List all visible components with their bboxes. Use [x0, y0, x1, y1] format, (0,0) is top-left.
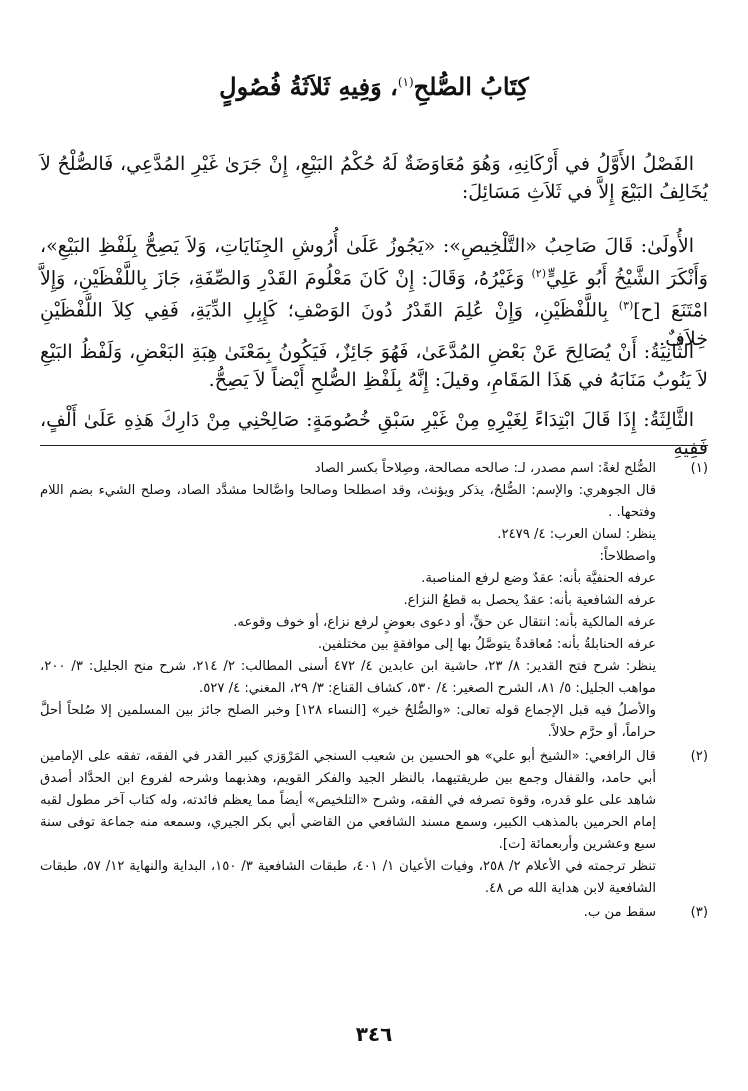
footnote-number: (٣): [690, 905, 708, 920]
footnote-number: (٢): [690, 749, 708, 764]
main-paragraph-3: الثَّانِيَةُ: أَنْ يُصَالِحَ عَنْ بَعْضِ المُدَّعَىٰ، فَهُوَ جَائِزٌ، فَيَكُونُ بِمَعْنَىٰ هِبَةِ البَعْضِ، وَلَفْظُ البَيْعِ لاَ يَنُوبُ مَنَابَهُ في هَذَا المَقَامِ، وقيلَ: إِنَّهُ بِلَفْظِ الصُّلحِ أَيْضاً لاَ يَصِحُّ.: [40, 341, 708, 391]
footnote-ref-3[interactable]: (٣): [618, 299, 634, 313]
main-paragraph-2: الأُولَىٰ: قَالَ صَاحِبُ «التَّلْخِيصِ»: «يَجُوزُ عَلَىٰ أُرُوشِ الجِنَايَاتِ، وَلاَ يَصِحُّ بِلَفْظِ البَيْعِ»، وَأَنْكَرَ الشَّيْخُ أَبُو عَلِيٍّ$^{(٢)}$ وَغَيْرُهُ، وَقَالَ: إِنْ كَانَ مَعْلُومَ القَدْرِ وَالصِّفَةِ، جَازَ بِاللَّفْظَيْنِ، وَإِلاَّ امْتَنَعَ [ح]$^{(٣)}$ بِاللَّفْظَيْنِ، وَإِنْ عُلِمَ القَدْرُ دُونَ الوَصْفِ؛ كَإِبِلِ الدِّيَةِ، فَفِي كِلاَ اللَّفْظَيْنِ خِلاَفٌ.: [40, 235, 708, 350]
page-number: ٣٤٦: [355, 1022, 393, 1046]
main-paragraph-1: الفَصْلُ الأَوَّلُ في أَرْكَانِهِ، وَهُوَ مُعَاوَضَةٌ لَهُ حُكْمُ البَيْعِ، إِنْ جَرَىٰ غَيْرِ المُدَّعِي، فَالصُّلْحُ لاَ يُخَالِفُ البَيْعَ إِلاَّ في ثَلاَثِ مَسَائِلَ:: [40, 153, 708, 203]
footnote-ref-2[interactable]: (٢): [531, 267, 546, 280]
footnote-number: (١): [690, 461, 708, 476]
footnotes: [40, 458, 708, 924]
footnote-1: (١) الصُّلح لغةً: اسم مصدر، لـ: صالحه مصالحة، وصِلاحاً بكسر الصاد قال الجوهري: والإسم: الصُّلحُ، يذكر ويؤنث، وقد اصطلحا وصالحا واصَّالحا مشدَّد الصاد، وصلح الشيء بضم اللام وفتحها. . ينظر: لسان العرب: ٤/ ٢٤٧٩. واصطلاحاً: عرفه الحنفيَّة بأنه: عقدٌ وضع لرفع المناصبة. عرفه الشافعية بأنه: عقدٌ يحصل به قطعُ النزاع. عرفه المالكية بأنه: انتقال عن حقٍّ، أو دعوى بعوضٍ لرفع نزاع، أو خوف وقوعه. عرفه الحنابلةُ بأنه: مُعاقدةٌ يتوصَّلُ بها إلى موافقةٍ بين مختلفين. ينظر: شرح فتح القدير: ٨/ ٢٣، حاشية ابن عابدين ٤/ ٤٧٢ أسنى المطالب: ٢/ ٢١٤، شرح منح الجليل: ٣/ ٢٠٠، مواهب الجليل: ٥/ ٨١، الشرح الصغير: ٤/ ٥٣٠، كشاف القناع: ٣/ ٢٩، المغني: ٤/ ٥٢٧. والأصلُ فيه قبل الإجماع قوله تعالى: «والصُّلحُ خير» [النساء ١٢٨] وخبر الصلح جائز بين المسلمين إلا صُلحاً أحلَّ حراماً، أو حرَّم حلالاً.: [40, 458, 708, 744]
title-suffix: ، وَفِيهِ ثَلاَثَةُ فُصُولٍ: [219, 72, 398, 101]
footnote-3: (٣) سقط من ب.: [40, 902, 708, 924]
footnote-separator: [40, 445, 708, 446]
footnote-2: (٢) قال الرافعي: «الشيخ أبو علي» هو الحسين بن شعيب السنجي المَرْوَزي كبير القدر في الفقه، تفقه على الإمامين أبي حامد، والقفال وجمع بين طريقتيهما، بالنظر الجيد والفكر القويم، وهذبهما وشرحه لفروع ابن الحدَّاد أصدق شاهد على علو قدره، وقوة تصرفه في الفقه، وشرح «التلخيص» أيضاً مما يعظم فائدته، وله كتاب آخر مطول لقبه إمام الحرمين بالمذهب الكبير، وسمع مسند الشافعي من القاضي أبي بكر الجيري، وسمعه منه جماعة توفى سنة سبع وعشرين وأربعمائة [ت]. تنظر ترجمته في الأعلام ٢/ ٢٥٨، وفيات الأعيان ١/ ٤٠١، طبقات الشافعية ٣/ ١٥٠، البداية والنهاية ١٢/ ٥٧، طبقات الشافعية لابن هداية الله ص ٤٨.: [40, 746, 708, 900]
title-footnote-ref[interactable]: (١): [397, 75, 414, 89]
title-text: كِتَابُ الصُّلحِ: [413, 72, 529, 101]
chapter-title: [0, 72, 748, 101]
main-paragraph-4: الثَّالِثَةُ: إِذَا قَالَ ابْتِدَاءً لِغَيْرِهِ مِنْ غَيْرِ سَبْقِ خُصُومَةٍ: صَالِحْنِي مِنْ دَارِكَ هَذِهِ عَلَىٰ أَلْفٍ، فَفِيهِ: [40, 409, 708, 459]
